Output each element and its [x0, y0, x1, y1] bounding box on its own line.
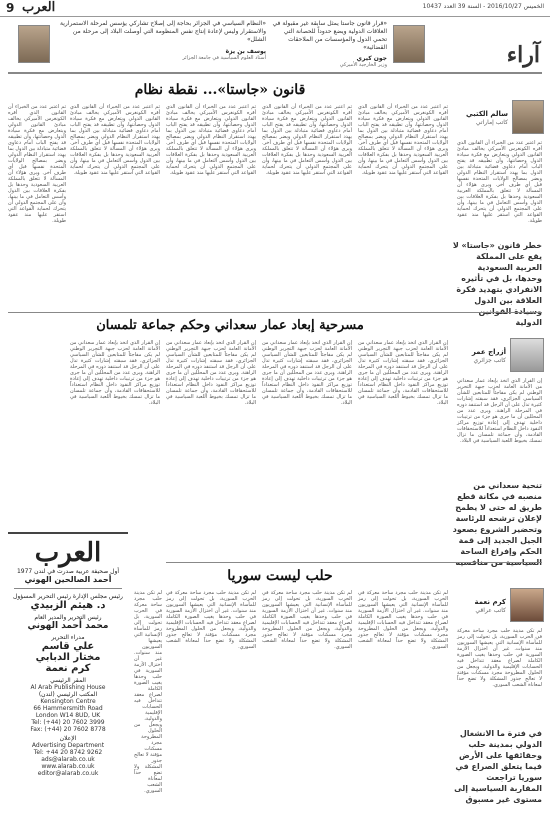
article1-col4: ثم اعتبر عدد من الخبراء أن القانون الذي أقره الكونغرس الأميركي يخالف مبادئ القانون الدولي ويتعارض مع فكرة سيادة الدول وحصانتها، وأن تطبيقه قد يفتح الباب أمام دعاوى قضائية متبادلة بين الدول بما يهدد استقرار النظام الدولي ويضر بمصالح الولايات المتحدة نفسها قبل أي طرف آخر. ويرى هؤلاء أن المسألة لا تتعلق بالمملكة العربية السعودية وحدها بل بفكرة العلاقات بين الدول وأسس التعامل في ما بينها، وأن على المجتمع الدولي أن يتحرك لحماية القواعد التي استقر عليها منذ عقود طويلة.: [166, 104, 256, 176]
article1-pullquote: خطر قانون «جاستا» لا يقع على المملكة العربية السعودية وحدها، بل في تأثيره الانفرادي بتهديد فكرة العلاقة بين الدول الدولية: [452, 241, 542, 327]
ads-email: ads@alarab.co.uk: [41, 756, 95, 763]
article1-author-photo: [512, 100, 544, 134]
editor-email: editor@alarab.co.uk: [37, 770, 99, 777]
article1-role: كاتب إماراتي: [475, 119, 508, 126]
article2-role: كاتب جزائري: [473, 357, 506, 364]
article3-col2: لم تكن مدينة حلب مجرد ساحة معركة في الحرب السورية، بل تحولت إلى رمز للمأساة الإنسانية التي يعيشها السوريون منذ سنوات. غير أن اختزال الأزمة السورية في حلب وحدها يغيب الصورة الكاملة لصراع معقد تتداخل فيه الحسابات الإقليمية والدولية، ويجعل من الحلول المطروحة مجرد مسكنات مؤقتة لا تعالج جذور المشكلة ولا تضع حداً لمعاناة الشعب السوري.: [358, 590, 448, 650]
quote-right-text: «قرار قانون جاستا يمثل سابقة غير مقبولة في العلاقات الدولية ويضع حدوداً للحصانة التي تحمي الدول والمؤسسات من الملاحقات القضائية»: [272, 20, 387, 51]
article2-col4: إن القرار الذي اتخذ بإبعاد عمار سعداني من الأمانة العامة لحزب جبهة التحرير الوطني لم يكن مفاجئاً للمتابعين للشأن السياسي الجزائري، فقد سبقته إشارات كثيرة تدل على أن الرجل قد استنفد دوره في المرحلة الراهنة. ويرى عدد من المحللين أن ما جرى هو جزء من ترتيبات داخلية تهدف إلى إعادة توزيع مراكز النفوذ داخل النظام استعداداً للاستحقاقات القادمة، وأن جماعة تلمسان ما تزال تمسك بخيوط اللعبة السياسية في البلاد.: [166, 340, 256, 406]
managers-title: مدراء التحرير: [51, 634, 85, 641]
article3-author: كرم نعمة: [474, 598, 506, 606]
editor-title: رئيس التحرير والمدير العام: [34, 614, 102, 621]
article1-col2: ثم اعتبر عدد من الخبراء أن القانون الذي أقره الكونغرس الأميركي يخالف مبادئ القانون الدولي ويتعارض مع فكرة سيادة الدول وحصانتها، وأن تطبيقه قد يفتح الباب أمام دعاوى قضائية متبادلة بين الدول بما يهدد استقرار النظام الدولي ويضر بمصالح الولايات المتحدة نفسها قبل أي طرف آخر. ويرى هؤلاء أن المسألة لا تتعلق بالمملكة العربية السعودية وحدها بل بفكرة العلاقات بين الدول وأسس التعامل في ما بينها، وأن على المجتمع الدولي أن يتحرك لحماية القواعد التي استقر عليها منذ عقود طويلة.: [358, 104, 448, 176]
ads-ar: الإعلان: [59, 735, 77, 742]
article3-col5: لم تكن مدينة حلب مجرد ساحة معركة في الحرب السورية، بل تحولت إلى رمز للمأساة الإنسانية التي يعيشها السوريون منذ سنوات. غير أن اختزال الأزمة السورية في حلب وحدها يغيب الصورة الكاملة لصراع معقد تتداخل فيه الحسابات الإقليمية والدولية، ويجعل من الحلول المطروحة مجرد مسكنات مؤقتة لا تعالج جذور المشكلة ولا تضع حداً لمعاناة الشعب السوري.: [134, 590, 162, 794]
article3-headline: حلب ليست سوريا: [227, 568, 333, 584]
article1-col1: ثم اعتبر عدد من الخبراء أن القانون الذي أقره الكونغرس الأميركي يخالف مبادئ القانون الدولي ويتعارض مع فكرة سيادة الدول وحصانتها، وأن تطبيقه قد يفتح الباب أمام دعاوى قضائية متبادلة بين الدول بما يهدد استقرار النظام الدولي ويضر بمصالح الولايات المتحدة نفسها قبل أي طرف آخر. ويرى هؤلاء أن المسألة لا تتعلق بالمملكة العربية السعودية وحدها بل بفكرة العلاقات بين الدول وأسس التعامل في ما بينها، وأن على المجتمع الدولي أن يتحرك لحماية القواعد التي استقر عليها منذ عقود طويلة.: [457, 140, 542, 224]
article3-col1: لم تكن مدينة حلب مجرد ساحة معركة في الحرب السورية، بل تحولت إلى رمز للمأساة الإنسانية التي يعيشها السوريون منذ سنوات. غير أن اختزال الأزمة السورية في حلب وحدها يغيب الصورة الكاملة لصراع معقد تتداخل فيه الحسابات الإقليمية والدولية، ويجعل من الحلول المطروحة مجرد مسكنات مؤقتة لا تعالج جذور المشكلة ولا تضع حداً لمعاناة الشعب السوري.: [457, 628, 542, 688]
manager-3: كرم نعمة: [45, 663, 91, 674]
article2-col2: إن القرار الذي اتخذ بإبعاد عمار سعداني من الأمانة العامة لحزب جبهة التحرير الوطني لم يكن مفاجئاً للمتابعين للشأن السياسي الجزائري، فقد سبقته إشارات كثيرة تدل على أن الرجل قد استنفد دوره في المرحلة الراهنة. ويرى عدد من المحللين أن ما جرى هو جزء من ترتيبات داخلية تهدف إلى إعادة توزيع مراكز النفوذ داخل النظام استعداداً للاستحقاقات القادمة، وأن جماعة تلمسان ما تزال تمسك بخيوط اللعبة السياسية في البلاد.: [358, 340, 448, 406]
masthead: [8, 532, 128, 819]
article1-divider: [8, 312, 542, 313]
masthead-logo: العرب: [34, 538, 102, 568]
article2-col3: إن القرار الذي اتخذ بإبعاد عمار سعداني من الأمانة العامة لحزب جبهة التحرير الوطني لم يكن مفاجئاً للمتابعين للشأن السياسي الجزائري، فقد سبقته إشارات كثيرة تدل على أن الرجل قد استنفد دوره في المرحلة الراهنة. ويرى عدد من المحللين أن ما جرى هو جزء من ترتيبات داخلية تهدف إلى إعادة توزيع مراكز النفوذ داخل النظام استعداداً للاستحقاقات القادمة، وأن جماعة تلمسان ما تزال تمسك بخيوط اللعبة السياسية في البلاد.: [262, 340, 352, 406]
article1-col6: ثم اعتبر عدد من الخبراء أن القانون الذي أقره الكونغرس الأميركي يخالف مبادئ القانون الدولي ويتعارض مع فكرة سيادة الدول وحصانتها، وأن تطبيقه قد يفتح الباب أمام دعاوى قضائية متبادلة بين الدول بما يهدد استقرار النظام الدولي ويضر بمصالح الولايات المتحدة نفسها قبل أي طرف آخر. ويرى هؤلاء أن المسألة لا تتعلق بالمملكة العربية السعودية وحدها بل بفكرة العلاقات بين الدول وأسس التعامل في ما بينها، وأن على المجتمع الدولي أن يتحرك لحماية القواعد التي استقر عليها منذ عقود طويلة.: [8, 104, 66, 224]
quote-left-text: «النظام السياسي في الجزائر بحاجة إلى إصلاح تشاركي يؤسس لمرحلة الاستمرارية والاستقرار وليس لإعادة إنتاج نفس المنظومة التي أوصلت البلاد إلى مرحلة من الشلل»: [60, 20, 266, 43]
address-3: London W14 8UD, UK: [35, 712, 101, 719]
newspaper-logo: العرب: [22, 0, 56, 15]
article1-col3: ثم اعتبر عدد من الخبراء أن القانون الذي أقره الكونغرس الأميركي يخالف مبادئ القانون الدولي ويتعارض مع فكرة سيادة الدول وحصانتها، وأن تطبيقه قد يفتح الباب أمام دعاوى قضائية متبادلة بين الدول بما يهدد استقرار النظام الدولي ويضر بمصالح الولايات المتحدة نفسها قبل أي طرف آخر. ويرى هؤلاء أن المسألة لا تتعلق بالمملكة العربية السعودية وحدها بل بفكرة العلاقات بين الدول وأسس التعامل في ما بينها، وأن على المجتمع الدولي أن يتحرك لحماية القواعد التي استقر عليها منذ عقود طويلة.: [262, 104, 352, 176]
article3-col4: لم تكن مدينة حلب مجرد ساحة معركة في الحرب السورية، بل تحولت إلى رمز للمأساة الإنسانية التي يعيشها السوريون منذ سنوات. غير أن اختزال الأزمة السورية في حلب وحدها يغيب الصورة الكاملة لصراع معقد تتداخل فيه الحسابات الإقليمية والدولية، ويجعل من الحلول المطروحة مجرد مسكنات مؤقتة لا تعالج جذور المشكلة ولا تضع حداً لمعاناة الشعب السوري.: [166, 590, 256, 650]
header-divider: [8, 72, 542, 74]
page-number: 9: [6, 1, 15, 15]
article3-role: كاتب عراقي: [475, 607, 506, 614]
article2-col5: إن القرار الذي اتخذ بإبعاد عمار سعداني من الأمانة العامة لحزب جبهة التحرير الوطني لم يكن مفاجئاً للمتابعين للشأن السياسي الجزائري، فقد سبقته إشارات كثيرة تدل على أن الرجل قد استنفد دوره في المرحلة الراهنة. ويرى عدد من المحللين أن ما جرى هو جزء من ترتيبات داخلية تهدف إلى إعادة توزيع مراكز النفوذ داخل النظام استعداداً للاستحقاقات القادمة، وأن جماعة تلمسان ما تزال تمسك بخيوط اللعبة السياسية في البلاد.: [70, 340, 160, 406]
article2-col1: إن القرار الذي اتخذ بإبعاد عمار سعداني من الأمانة العامة لحزب جبهة التحرير الوطني لم يكن مفاجئاً للمتابعين للشأن السياسي الجزائري، فقد سبقته إشارات كثيرة تدل على أن الرجل قد استنفد دوره في المرحلة الراهنة. ويرى عدد من المحللين أن ما جرى هو جزء من ترتيبات داخلية تهدف إلى إعادة توزيع مراكز النفوذ داخل النظام استعداداً للاستحقاقات القادمة، وأن جماعة تلمسان ما تزال تمسك بخيوط اللعبة السياسية في البلاد.: [457, 378, 542, 444]
address-1: Kensington Centre: [40, 698, 96, 705]
article3-col3: لم تكن مدينة حلب مجرد ساحة معركة في الحرب السورية، بل تحولت إلى رمز للمأساة الإنسانية التي يعيشها السوريون منذ سنوات. غير أن اختزال الأزمة السورية في حلب وحدها يغيب الصورة الكاملة لصراع معقد تتداخل فيه الحسابات الإقليمية والدولية، ويجعل من الحلول المطروحة مجرد مسكنات مؤقتة لا تعالج جذور المشكلة ولا تضع حداً لمعاناة الشعب السوري.: [262, 590, 352, 650]
fax: Fax: (+44) 20 7602 8778: [30, 726, 106, 733]
ads-tel: Tel: +44 20 8742 9262: [33, 749, 103, 756]
masthead-divider: [14, 588, 122, 589]
quote-right-author: جون كيري: [356, 55, 387, 62]
dateline: الخميس 2016/10/27 - السنة 39 العدد 10437: [422, 3, 544, 10]
quote-left-role: أستاذ العلوم السياسية في جامعة الجزائر: [182, 55, 266, 61]
website: www.alarab.co.uk: [41, 763, 95, 770]
editor-name: محمد أحمد الهوني: [27, 621, 109, 631]
board-name: د. هيثم الزبيدي: [30, 600, 106, 611]
address-2: 66 Hammersmith Road: [33, 705, 103, 712]
tel: Tel: (+44) 20 7602 3999: [31, 719, 105, 726]
article3-author-photo: [510, 588, 544, 622]
board-title: رئيس مجلس الإدارة رئيس التحرير المسؤول: [13, 593, 123, 600]
masthead-founder: أحمد الصالحين الهوني: [24, 575, 112, 584]
article2-author-photo: [510, 338, 544, 372]
article1-headline: قانون «جاستا»... نقطة نظام: [134, 82, 306, 98]
quote-right-role: وزير الخارجية الأميركي: [339, 62, 387, 68]
office-ar2: المكتب الرئيسي (لندن): [38, 691, 98, 698]
ads-en: Advertising Department: [31, 742, 105, 749]
article2-divider: [166, 562, 542, 563]
article2-headline: مسرحية إبعاد عمار سعداني وحكم جماعة تلمسان: [96, 318, 364, 333]
article1-col5: ثم اعتبر عدد من الخبراء أن القانون الذي أقره الكونغرس الأميركي يخالف مبادئ القانون الدولي ويتعارض مع فكرة سيادة الدول وحصانتها، وأن تطبيقه قد يفتح الباب أمام دعاوى قضائية متبادلة بين الدول بما يهدد استقرار النظام الدولي ويضر بمصالح الولايات المتحدة نفسها قبل أي طرف آخر. ويرى هؤلاء أن المسألة لا تتعلق بالمملكة العربية السعودية وحدها بل بفكرة العلاقات بين الدول وأسس التعامل في ما بينها، وأن على المجتمع الدولي أن يتحرك لحماية القواعد التي استقر عليها منذ عقود طويلة.: [70, 104, 160, 176]
office-ar: المقر الرئيسي: [50, 677, 86, 684]
manager-2: مختار الدبابي: [35, 652, 101, 663]
quote-right-portrait: [393, 25, 425, 63]
article1-author: سالم الكتبي: [466, 110, 508, 118]
manager-1: علي قاسم: [41, 641, 95, 652]
page-header-bar: [0, 0, 550, 17]
masthead-founded: أول صحيفة عربية صدرت في لندن 1977: [16, 568, 120, 575]
quote-left-author: يوسف بن يزة: [225, 48, 266, 55]
section-title: آراء: [506, 42, 540, 68]
quote-left-portrait: [18, 25, 50, 63]
office-en: Al Arab Publishing House: [30, 684, 106, 691]
article2-author: أزراج عمر: [471, 348, 506, 356]
article3-pullquote: في فترة ما الانشغال الدولي بمدينة حلب وحقائقها على الأرض فيما يتعلق الصراع في سوريا تراجعت المقاربة السياسية إلى مستوى غير مسبوق: [454, 729, 542, 804]
article2-pullquote: تنحية سعداني من منصبه في مكانة قطع طريق له حتى لا يطمح لإعلان ترشحه للرئاسة وتحضير الشروع بصعود الجيل الجديد إلى قمة الحكم وإفراغ الساحة: [452, 481, 542, 556]
